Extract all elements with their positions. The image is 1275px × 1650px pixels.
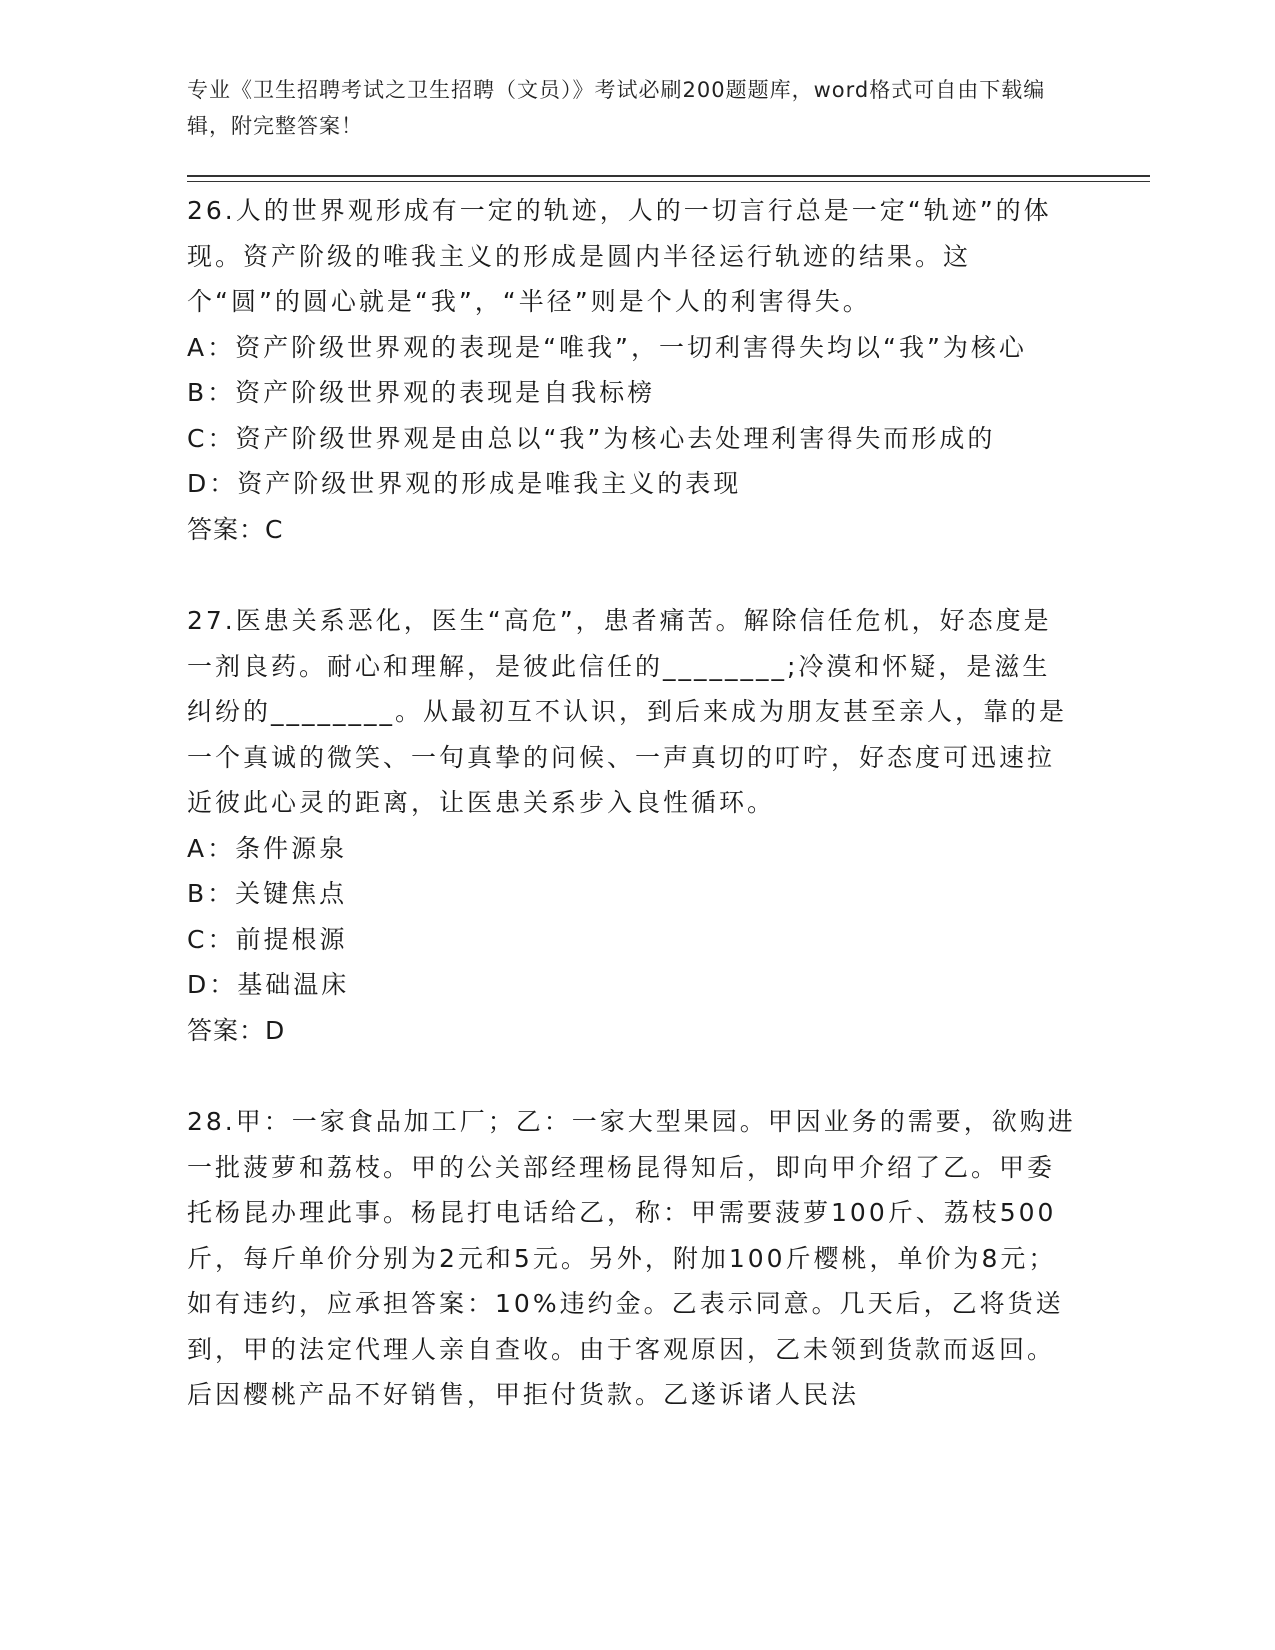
option-d: D：资产阶级世界观的形成是唯我主义的表现 <box>187 469 742 498</box>
document-body <box>187 188 1077 1418</box>
question-28 <box>187 1099 1077 1418</box>
option-a: A：条件源泉 <box>187 833 348 863</box>
option-c: C：前提根源 <box>187 924 348 954</box>
option-b: B：关键焦点 <box>187 879 348 908</box>
answer-line: 答案：D <box>187 1015 286 1045</box>
question-27 <box>187 598 1077 1053</box>
option-a: A：资产阶级世界观的表现是“唯我”，一切利害得失均以“我”为核心 <box>187 332 1027 362</box>
question-stem: 26.人的世界观形成有一定的轨迹，人的一切言行总是一定“轨迹”的体现。资产阶级的唯我主义的形成是圆内半径运行轨迹的结果。这个“圆”的圆心就是“我”，“半径”则是个人的利害得失。 <box>187 196 1052 316</box>
header-divider-thick <box>187 175 1150 177</box>
header-divider-thin <box>187 181 1150 182</box>
question-26 <box>187 188 1077 552</box>
answer-line: 答案：C <box>187 514 284 544</box>
question-spacer <box>187 1053 1077 1099</box>
page-header: 专业《卫生招聘考试之卫生招聘（文员）》考试必刷200题题库，word格式可自由下载编辑，附完整答案！ <box>187 78 1046 138</box>
option-c: C：资产阶级世界观是由总以“我”为核心去处理利害得失而形成的 <box>187 423 996 453</box>
question-stem: 27.医患关系恶化，医生“高危”，患者痛苦。解除信任危机，好态度是一剂良药。耐心和理解，是彼此信任的________;冷漠和怀疑，是滋生纠纷的________。从最初互不认识，到后来成为朋友甚至亲人，靠的是一个真诚的微笑、一句真挚的问候、一声真切的叮咛，好态度可迅速拉近彼此心灵的距离，让医患关系步入良性循环。 <box>187 606 1068 817</box>
option-d: D：基础温床 <box>187 970 350 999</box>
question-spacer <box>187 552 1077 598</box>
option-b: B：资产阶级世界观的表现是自我标榜 <box>187 378 656 407</box>
question-stem: 28.甲：一家食品加工厂；乙：一家大型果园。甲因业务的需要，欲购进一批菠萝和荔枝。甲的公关部经理杨昆得知后，即向甲介绍了乙。甲委托杨昆办理此事。杨昆打电话给乙，称：甲需要菠萝100斤、荔枝500斤，每斤单价分别为2元和5元。另外，附加100斤樱桃，单价为8元；如有违约，应承担答案：10%违约金。乙表示同意。几天后，乙将货送到，甲的法定代理人亲自查收。由于客观原因，乙未领到货款而返回。后因樱桃产品不好销售，甲拒付货款。乙遂诉诸人民法 <box>187 1107 1076 1409</box>
